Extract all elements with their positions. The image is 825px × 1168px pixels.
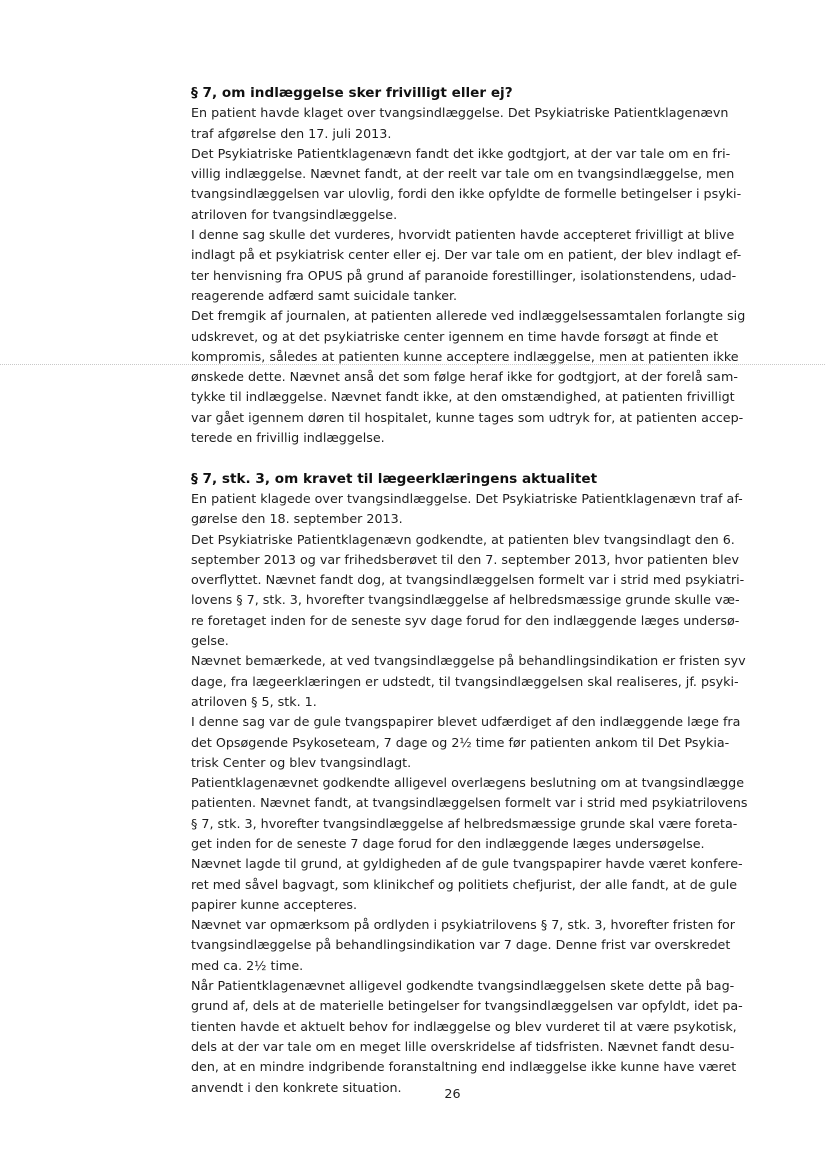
text-line: get inden for de seneste 7 dage forud for den indlæggende læges undersøgelse. (191, 835, 705, 851)
text-line: terede en frivillig indlæggelse. (191, 430, 385, 446)
text-line: villig indlæggelse. Nævnet fandt, at der reelt var tale om en tvangsindlæggelse, men (191, 166, 735, 182)
paragraph (191, 915, 751, 976)
text-line: var gået igennem døren til hospitalet, kunne tages som udtryk for, at patienten accep- (191, 409, 744, 425)
text-line: gørelse den 18. september 2013. (191, 511, 403, 527)
section-heading: § 7, om indlæggelse sker frivilligt eller ej? (191, 85, 513, 101)
section-voluntary-admission (191, 83, 751, 448)
text-line: re foretaget inden for de seneste syv dage forud for den indlæggende læges undersø- (191, 612, 740, 628)
paragraph (191, 225, 751, 306)
paragraph (191, 530, 751, 652)
text-line: I denne sag var de gule tvangspapirer blevet udfærdiget af den indlæggende læge fra (191, 714, 741, 730)
text-line: Nævnet lagde til grund, at gyldigheden af de gule tvangspapirer havde været konfere- (191, 856, 743, 872)
paragraph (191, 651, 751, 712)
text-line: papirer kunne accepteres. (191, 896, 358, 912)
paragraph (191, 144, 751, 225)
text-line: Patientklagenævnet godkendte alligevel overlægens beslutning om at tvangsindlægge (191, 775, 745, 791)
text-line: ret med såvel bagvagt, som klinikchef og politiets chefjurist, der alle fandt, at de gule (191, 876, 738, 892)
text-line: Nævnet var opmærksom på ordlyden i psykiatrilovens § 7, stk. 3, hvorefter fristen for (191, 917, 735, 933)
text-line: den, at en mindre indgribende foranstaltning end indlæggelse ikke kunne have været (191, 1059, 737, 1075)
text-line: gelse. (191, 633, 229, 649)
text-line: Nævnet bemærkede, at ved tvangsindlæggelse på behandlingsindikation er fristen syv (191, 653, 746, 669)
text-line: tienten havde et aktuelt behov for indlæggelse og blev vurderet til at være psykotisk, (191, 1018, 737, 1034)
section-heading: § 7, stk. 3, om kravet til lægeerklæringens aktualitet (191, 470, 598, 487)
paragraph (191, 773, 751, 854)
text-line: traf afgørelse den 17. juli 2013. (191, 125, 392, 141)
text-line: tvangsindlæggelse på behandlingsindikation var 7 dage. Denne frist var overskredet (191, 937, 731, 953)
page-number: 26 (444, 1086, 461, 1101)
text-line: § 7, stk. 3, hvorefter tvangsindlæggelse af helbredsmæssige grunde skal være foreta- (191, 815, 738, 831)
text-line: reagerende adfærd samt suicidale tanker. (191, 287, 458, 303)
text-line: I denne sag skulle det vurderes, hvorvidt patienten havde accepteret frivilligt at blive (191, 227, 735, 243)
text-line: atriloven for tvangsindlæggelse. (191, 206, 398, 222)
paragraph (191, 976, 751, 1098)
text-line: anvendt i den konkrete situation. (191, 1079, 402, 1095)
paragraph (191, 712, 751, 773)
text-line: Det Psykiatriske Patientklagenævn godkendte, at patienten blev tvangsindlagt den 6. (191, 531, 735, 547)
text-line: atriloven § 5, stk. 1. (191, 693, 317, 709)
text-line: ønskede dette. Nævnet anså det som følge heraf ikke for godtgjort, at der forelå sam- (191, 369, 738, 385)
text-line: ter henvisning fra OPUS på grund af paranoide forestillinger, isolationstendens, udad- (191, 267, 737, 283)
text-line: trisk Center og blev tvangsindlagt. (191, 754, 412, 770)
text-line: Det fremgik af journalen, at patienten allerede ved indlæggelsessamtalen forlangte sig (191, 308, 746, 324)
text-line: En patient havde klaget over tvangsindlæggelse. Det Psykiatriske Patientklagenævn (191, 105, 729, 121)
text-line: indlagt på et psykiatrisk center eller ej. Der var tale om en patient, der blev indlagt ef- (191, 247, 742, 263)
text-line: lovens § 7, stk. 3, hvorefter tvangsindlæggelse af helbredsmæssige grunde skulle væ- (191, 592, 740, 608)
text-line: overflyttet. Nævnet fandt dog, at tvangsindlæggelsen formelt var i strid med psykiatri- (191, 572, 745, 588)
section-spacer (191, 448, 751, 468)
section-medical-certificate (191, 469, 751, 1098)
text-line: En patient klagede over tvangsindlæggelse. Det Psykiatriske Patientklagenævn traf af- (191, 490, 743, 506)
text-line: Det Psykiatriske Patientklagenævn fandt det ikke godtgjort, at der var tale om en fri- (191, 145, 731, 161)
document-body (191, 83, 751, 1098)
text-line: september 2013 og var frihedsberøvet til den 7. september 2013, hvor patienten blev (191, 551, 739, 567)
paragraph (191, 103, 751, 144)
text-line: med ca. 2½ time. (191, 957, 304, 973)
paragraph (191, 306, 751, 448)
text-line: patienten. Nævnet fandt, at tvangsindlæggelsen formelt var i strid med psykiatrilovens (191, 795, 748, 811)
text-line: udskrevet, og at det psykiatriske center igennem en time havde forsøgt at finde et (191, 328, 719, 344)
text-line: Når Patientklagenævnet alligevel godkendte tvangsindlæggelsen skete dette på bag- (191, 978, 735, 994)
paragraph (191, 489, 751, 530)
text-line: kompromis, således at patienten kunne acceptere indlæggelse, men at patienten ikke (191, 348, 739, 364)
text-line: dels at der var tale om en meget lille overskridelse af tidsfristen. Nævnet fandt desu- (191, 1038, 735, 1054)
text-line: det Opsøgende Psykoseteam, 7 dage og 2½ time før patienten ankom til Det Psykia- (191, 734, 730, 750)
text-line: dage, fra lægeerklæringen er udstedt, til tvangsindlæggelsen skal realiseres, jf. psyki- (191, 673, 739, 689)
text-line: tvangsindlæggelsen var ulovlig, fordi den ikke opfyldte de formelle betingelser i psyki- (191, 186, 742, 202)
text-line: grund af, dels at de materielle betingelser for tvangsindlæggelsen var opfyldt, idet pa- (191, 998, 743, 1014)
text-line: tykke til indlæggelse. Nævnet fandt ikke, at den omstændighed, at patienten frivilligt (191, 389, 735, 405)
paragraph (191, 854, 751, 915)
